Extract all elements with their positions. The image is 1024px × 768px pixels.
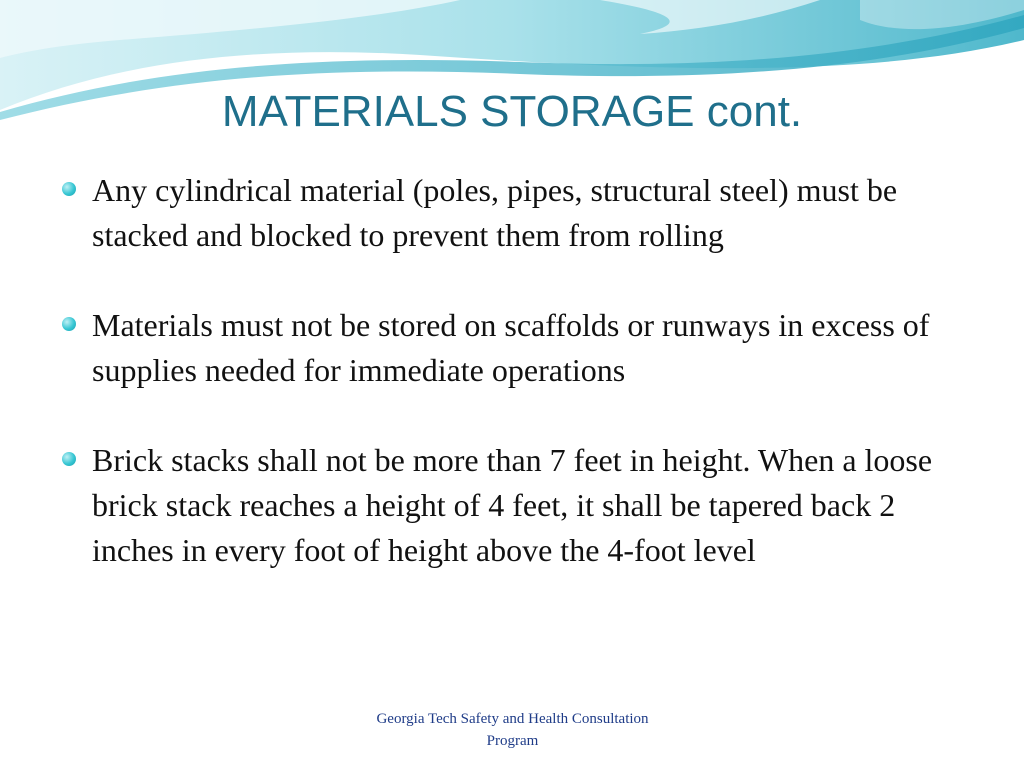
round-bullet-icon — [62, 182, 76, 196]
bullet-text: Any cylindrical material (poles, pipes, structural steel) must be stacked and blocked to prevent them from rolling — [92, 172, 898, 253]
footer-line: Program — [486, 733, 539, 749]
bullet-text: Brick stacks shall not be more than 7 feet in height. When a loose brick stack reaches a height of 4 feet, it shall be tapered back 2 inches in every foot of height above the 4-foot level — [92, 442, 933, 568]
bullet-text: Materials must not be stored on scaffolds or runways in excess of supplies needed for immediate operations — [92, 307, 930, 388]
bullet-item-cylindrical-material — [60, 168, 980, 258]
slide-title: MATERIALS STORAGE cont. — [221, 87, 803, 136]
slide-footer — [340, 708, 685, 752]
bullet-list — [60, 168, 980, 573]
bullet-item-brick-stacks — [60, 438, 980, 573]
round-bullet-icon — [62, 317, 76, 331]
round-bullet-icon — [62, 452, 76, 466]
bullet-item-scaffolds — [60, 303, 980, 393]
footer-line: Georgia Tech Safety and Health Consultation — [376, 711, 649, 727]
